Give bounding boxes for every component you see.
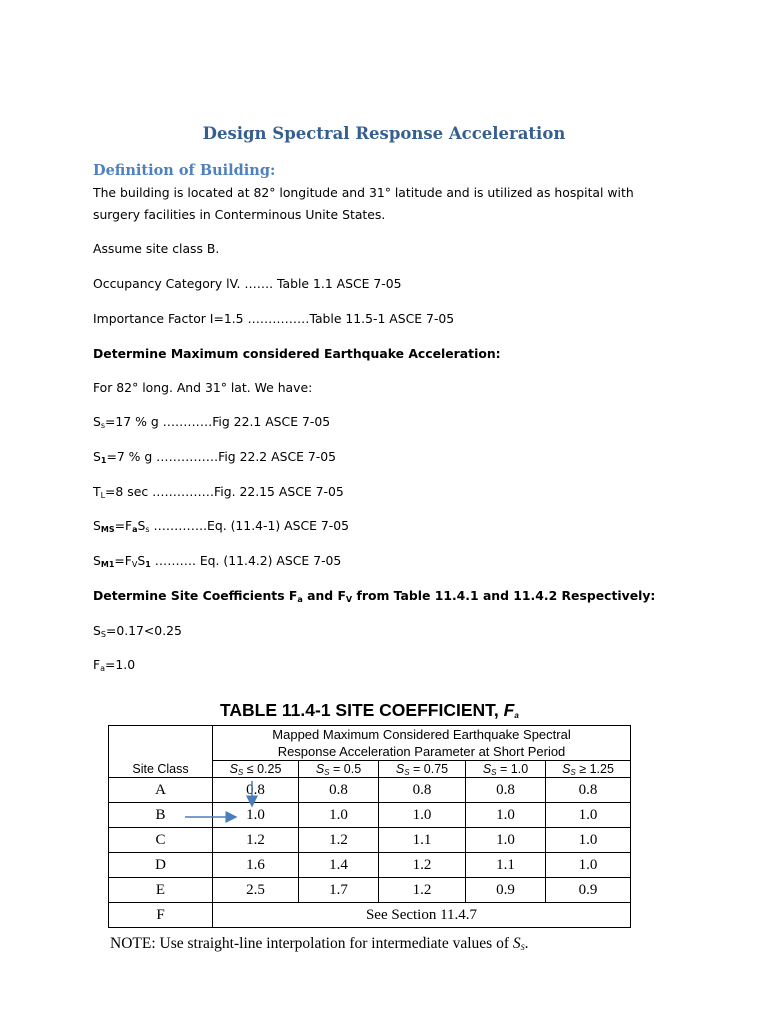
table-group-header: Mapped Maximum Considered Earthquake Spectral Response Acceleration Parameter at Short Period bbox=[213, 726, 631, 761]
ss-compare-line: $S_S=0.17<0.25$ bbox=[93, 623, 182, 639]
s1-line: $S_1=7$ % g ……………Fig 22.2 ASCE 7-05 bbox=[93, 449, 337, 465]
table-note: NOTE: Use straight-line interpolation for intermediate values of $S_S$. bbox=[110, 935, 529, 952]
col-header-0: $S_S \le 0.25$ bbox=[213, 761, 299, 778]
site-coef-heading: Determine Site Coefficients $F_a$ and $F_V$ from Table 11.4.1 and 11.4.2 Respectively: bbox=[93, 588, 656, 604]
intro-paragraph: The building is located at 82° longitude and 31° latitude and is utilized as hospital with surgery facilities in Conterminous Unite States. bbox=[93, 185, 634, 222]
table-row: E 2.5 1.7 1.2 0.9 0.9 bbox=[109, 878, 631, 903]
importance-line: Importance Factor I=1.5 ……………Table 11.5-1 ASCE 7-05 bbox=[93, 311, 455, 326]
col-header-1: $S_S = 0.5$ bbox=[299, 761, 379, 778]
site-class-header: Site Class bbox=[109, 761, 213, 778]
section-heading: Definition of Building: bbox=[93, 162, 276, 179]
mce-heading: Determine Maximum considered Earthquake Acceleration: bbox=[93, 346, 501, 361]
table-row: D 1.6 1.4 1.2 1.1 1.0 bbox=[109, 853, 631, 878]
sms-line: $S_{MS}=F_aS_s$ ………….Eq. (11.4-1) ASCE 7-05 bbox=[93, 518, 350, 534]
page-title: Design Spectral Response Acceleration bbox=[202, 124, 566, 143]
sm1-line: $S_{M1}=F_VS_1$ ………. Eq. (11.4.2) ASCE 7-05 bbox=[93, 553, 342, 569]
col-header-2: $S_S = 0.75$ bbox=[379, 761, 466, 778]
table-caption: TABLE 11.4-1 SITE COEFFICIENT, $F_a$ bbox=[220, 700, 519, 720]
ss-line: $S_s=17$ % g …………Fig 22.1 ASCE 7-05 bbox=[93, 414, 331, 430]
table-row: C 1.2 1.2 1.1 1.0 1.0 bbox=[109, 828, 631, 853]
location-line: For 82° long. And 31° lat. We have: bbox=[93, 380, 313, 395]
fa-result-line: $F_a=1.0$ bbox=[93, 657, 136, 673]
site-class-line: Assume site class B. bbox=[93, 241, 220, 256]
col-header-4: $S_S \ge 1.25$ bbox=[546, 761, 631, 778]
occupancy-line: Occupancy Category lV. ……. Table 1.1 ASCE 7-05 bbox=[93, 276, 402, 291]
table-row: A 0.8 0.8 0.8 0.8 0.8 bbox=[109, 778, 631, 803]
tl-line: $T_L=8$ sec ……………Fig. 22.15 ASCE 7-05 bbox=[93, 484, 344, 500]
col-header-3: $S_S = 1.0$ bbox=[466, 761, 546, 778]
table-row: B 1.0 1.0 1.0 1.0 1.0 bbox=[109, 803, 631, 828]
table-row: F See Section 11.4.7 bbox=[109, 903, 631, 928]
